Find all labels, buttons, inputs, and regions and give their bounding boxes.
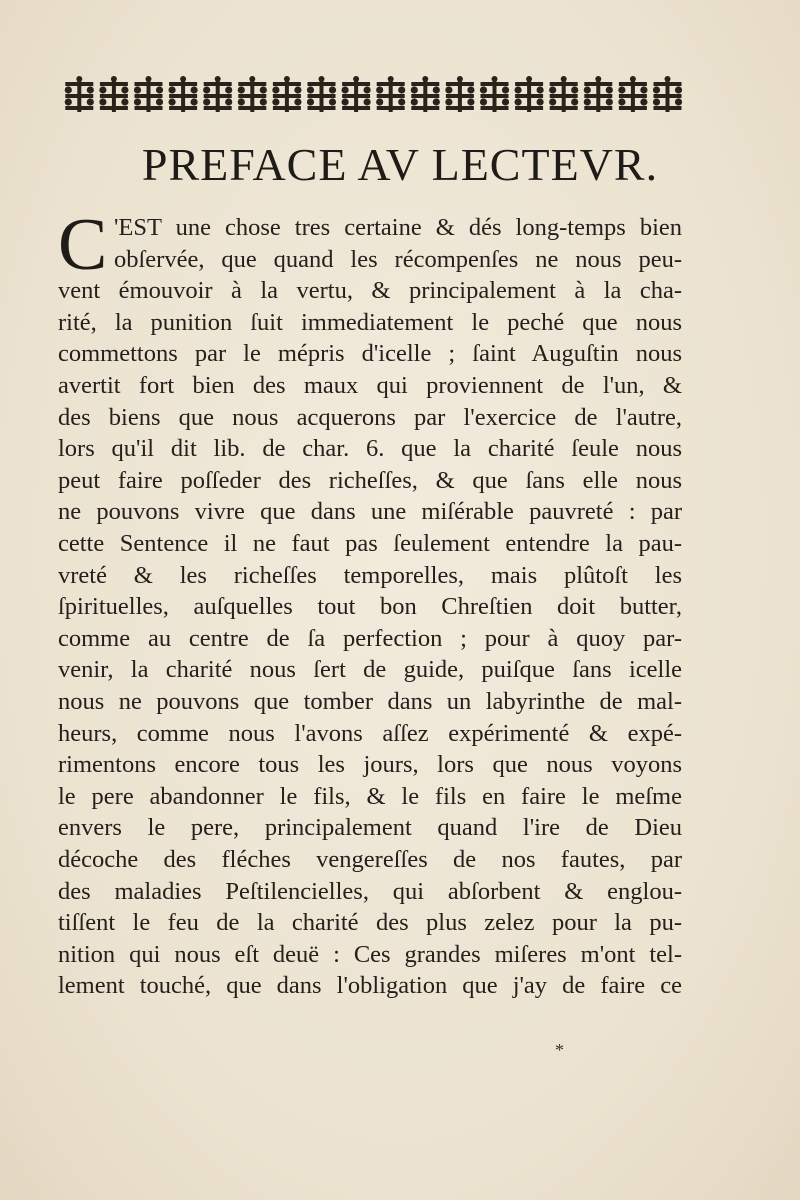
text-line: heurs, comme nous l'avons aſſez expérimenté & expé- (58, 719, 682, 747)
ornament-motif (134, 76, 163, 112)
text-line: des maladies Peſtilencielles, qui abſorbent & englou- (58, 877, 682, 905)
ornament-motif (445, 76, 474, 112)
text-line: lors qu'il dit lib. de char. 6. que la charité ſeule nous (58, 435, 682, 463)
ornament-motif (376, 76, 405, 112)
text-line: lement touché, que dans l'obligation que j'ay de faire ce (58, 972, 682, 1000)
drop-cap: C (58, 204, 108, 286)
text-line: commettons par le mépris d'icelle ; ſaint Auguſtin nous (58, 340, 682, 368)
text-line: venir, la charité nous ſert de guide, puiſque ſans icelle (58, 656, 682, 684)
text-line: obſervée, que quand les récompenſes ne nous peu- (114, 245, 682, 273)
text-line: peut faire poſſeder des richeſſes, & que ſans elle nous (58, 466, 682, 494)
text-line: des biens que nous acquerons par l'exercice de l'autre, (58, 403, 682, 431)
text-line: rité, la punition ſuit immediatement le peché que nous (58, 308, 682, 336)
text-line: cette Sentence il ne faut pas ſeulement entendre la pau- (58, 530, 682, 557)
text-line: ne pouvons vivre que dans une miſérable pauvreté : par (58, 498, 682, 526)
text-line: tiſſent le feu de la charité des plus zelez pour la pu- (58, 909, 682, 937)
ornament-motif (99, 76, 128, 112)
ornament-motif (238, 76, 267, 112)
text-line: le pere abandonner le fils, & le fils en faire le meſme (58, 782, 682, 810)
ornament-motif (203, 76, 232, 112)
text-line: avertit fort bien des maux qui proviennent de l'un, & (58, 372, 682, 399)
text-line: nous ne pouvons que tomber dans un labyrinthe de mal- (58, 688, 682, 715)
text-line: ſpirituelles, auſquelles tout bon Chreſtien doit butter, (58, 593, 682, 621)
page-title: PREFACE AV LECTEVR. (141, 139, 659, 190)
ornament-motif (653, 76, 682, 112)
ornament-motif (411, 76, 440, 112)
text-line: comme au centre de ſa perfection ; pour à quoy par- (58, 624, 682, 652)
ornament-motif (480, 76, 509, 112)
ornament-motif (515, 76, 544, 112)
ornament-motif (549, 76, 578, 112)
head-ornament-band (62, 74, 686, 118)
text-line: rimentons encore tous les jours, lors que nous voyons (58, 751, 682, 779)
ornament-motif (307, 76, 336, 112)
text-line: vent émouvoir à la vertu, & principalement à la cha- (58, 277, 682, 305)
text-line: 'EST une chose tres certaine & dés long-temps bien (114, 214, 682, 241)
text-line: décoche des fléches vengereſſes de nos fautes, par (58, 846, 682, 873)
ornament-motif (169, 76, 198, 112)
ornament-motif (584, 76, 613, 112)
catchword-mark: * (555, 1040, 564, 1060)
ornament-motif (342, 76, 371, 112)
text-line: envers le pere, principalement quand l'ire de Dieu (58, 814, 682, 842)
text-line: vreté & les richeſſes temporelles, mais plûtoſt les (58, 561, 682, 589)
ornament-motif (618, 76, 647, 112)
ornament-motif (272, 76, 301, 112)
text-line: nition qui nous eſt deuë : Ces grandes miſeres m'ont tel- (58, 940, 682, 968)
ornament-motif (65, 76, 94, 112)
